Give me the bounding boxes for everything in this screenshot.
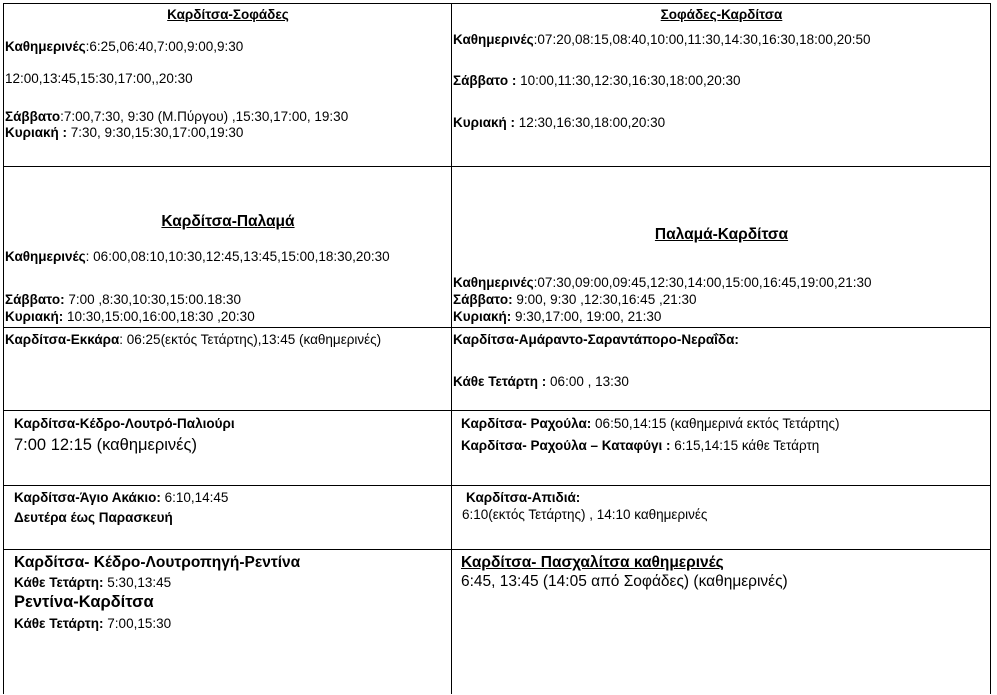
saturday-label: Σάββατο (5, 109, 61, 124)
saturday-times: 10:00,11:30,12:30,16:30,18:00,20:30 (516, 73, 741, 88)
weekdays-line (453, 275, 871, 291)
weekdays-times-continued: 12:00,13:45,15:30,17:00,,20:30 (5, 71, 193, 86)
saturday-label: Σάββατο : (453, 73, 517, 88)
cell-karditsa-raxoula (452, 411, 991, 486)
saturday-label: Σάββατο: (453, 292, 513, 307)
cell-karditsa-sofades (4, 4, 452, 167)
route-times: 7:00,15:30 (103, 616, 172, 631)
weekdays-label: Καθημερινές (5, 39, 86, 54)
route-times: 6:45, 13:45 (14:05 από Σοφάδες) (καθημερινές) (461, 573, 788, 590)
route-name: Καρδίτσα-Εκκάρα (5, 332, 120, 347)
sunday-label: Κυριακή : (453, 115, 516, 130)
saturday-times: :7:00,7:30, 9:30 (Μ.Πύργου) ,15:30,17:00, 19:30 (60, 109, 349, 124)
route-times: : 06:25(εκτός Τετάρτης),13:45 (καθημερινές) (119, 332, 382, 347)
route-name: Καρδίτσα- Κέδρο-Λουτροπηγή-Ρεντίνα (14, 554, 301, 571)
route-line (14, 490, 228, 506)
route-times: 7:00 12:15 (καθημερινές) (14, 436, 197, 454)
return-route-name: Ρεντίνα-Καρδίτσα (14, 593, 154, 611)
cell-karditsa-ekkara (4, 328, 452, 411)
route-times: 6:10,14:45 (160, 490, 229, 505)
day-label: Κάθε Τετάρτη : (453, 374, 547, 389)
route-name: Καρδίτσα-Απιδιά: (466, 490, 581, 505)
cell-karditsa-paliouri (4, 411, 452, 486)
route-times: 6:10(εκτός Τετάρτης) , 14:10 καθημερινές (462, 507, 708, 522)
route-name: Καρδίτσα-Αμάραντο-Σαραντάπορο-Νεραΐδα: (453, 332, 739, 347)
route-times: 6:15,14:15 κάθε Τετάρτη (670, 438, 820, 453)
saturday-line (453, 73, 741, 89)
route-line (14, 575, 171, 591)
cell-karditsa-palama (4, 167, 452, 328)
cell-karditsa-pasxalitsa (452, 550, 991, 694)
route-times: 5:30,13:45 (103, 575, 172, 590)
sunday-label: Κυριακή: (5, 309, 64, 324)
sunday-label: Κυριακή: (453, 309, 512, 324)
route-line (453, 374, 629, 390)
weekdays-line (453, 32, 870, 48)
route-title: Καρδίτσα-Σοφάδες (167, 7, 289, 22)
weekdays-times: :07:30,09:00,09:45,12:30,14:00,15:00,16:45,19:00,21:30 (533, 275, 872, 290)
route-times: 06:50,14:15 (καθημερινά εκτός Τετάρτης) (591, 416, 840, 431)
route-name: Καρδίτσα- Ραχούλα: (461, 416, 592, 431)
route-line (5, 332, 381, 348)
day-label: Κάθε Τετάρτη: (14, 575, 104, 590)
weekdays-label: Καθημερινές (5, 249, 86, 264)
saturday-line (453, 292, 696, 308)
return-route-line (14, 616, 171, 632)
saturday-line (5, 292, 241, 308)
route-days: Δευτέρα έως Παρασκευή (14, 510, 173, 525)
saturday-label: Σάββατο: (5, 292, 65, 307)
sunday-times: 12:30,16:30,18:00,20:30 (515, 115, 666, 130)
weekdays-times: : 06:00,08:10,10:30,12:45,13:45,15:00,18:30,20:30 (85, 249, 390, 264)
route-title: Καρδίτσα-Παλαμά (161, 213, 295, 230)
route-title: Σοφάδες-Καρδίτσα (660, 7, 783, 22)
sunday-line (5, 309, 255, 325)
day-label: Κάθε Τετάρτη: (14, 616, 104, 631)
weekdays-times: :07:20,08:15,08:40,10:00,11:30,14:30,16:30,18:00,20:50 (533, 32, 871, 47)
route-name: Καρδίτσα- Ραχούλα – Καταφύγι : (461, 438, 671, 453)
cell-karditsa-apidia (452, 486, 991, 550)
sunday-line (453, 115, 665, 131)
sunday-label: Κυριακή : (5, 125, 68, 140)
route-name: Καρδίτσα-Κέδρο-Λουτρό-Παλιούρι (14, 416, 235, 431)
saturday-line (5, 109, 348, 125)
sunday-times: 9:30,17:00, 19:00, 21:30 (511, 309, 662, 324)
sunday-line (453, 309, 661, 325)
saturday-times: 7:00 ,8:30,10:30,15:00.18:30 (64, 292, 241, 307)
route-title: Παλαμά-Καρδίτσα (654, 226, 789, 243)
saturday-times: 9:00, 9:30 ,12:30,16:45 ,21:30 (512, 292, 697, 307)
cell-sofades-karditsa (452, 4, 991, 167)
route-times: 06:00 , 13:30 (546, 374, 629, 389)
weekdays-times: :6:25,06:40,7:00,9:00,9:30 (85, 39, 244, 54)
cell-karditsa-rentina (4, 550, 452, 694)
weekdays-line (5, 39, 243, 55)
cell-karditsa-agio-akakio (4, 486, 452, 550)
sunday-times: 7:30, 9:30,15:30,17:00,19:30 (67, 125, 244, 140)
route-name: Καρδίτσα- Πασχαλίτσα καθημερινές (461, 554, 724, 571)
cell-palama-karditsa (452, 167, 991, 328)
bus-schedule-table (3, 3, 991, 694)
weekdays-label: Καθημερινές (453, 32, 534, 47)
cell-karditsa-neraida (452, 328, 991, 411)
sunday-times: 10:30,15:00,16:00,18:30 ,20:30 (63, 309, 255, 324)
weekdays-line (5, 249, 390, 265)
route-line-1 (461, 416, 839, 432)
weekdays-label: Καθημερινές (453, 275, 534, 290)
route-name: Καρδίτσα-Άγιο Ακάκιο: (14, 490, 161, 505)
route-line-2 (461, 438, 819, 454)
sunday-line (5, 125, 243, 141)
